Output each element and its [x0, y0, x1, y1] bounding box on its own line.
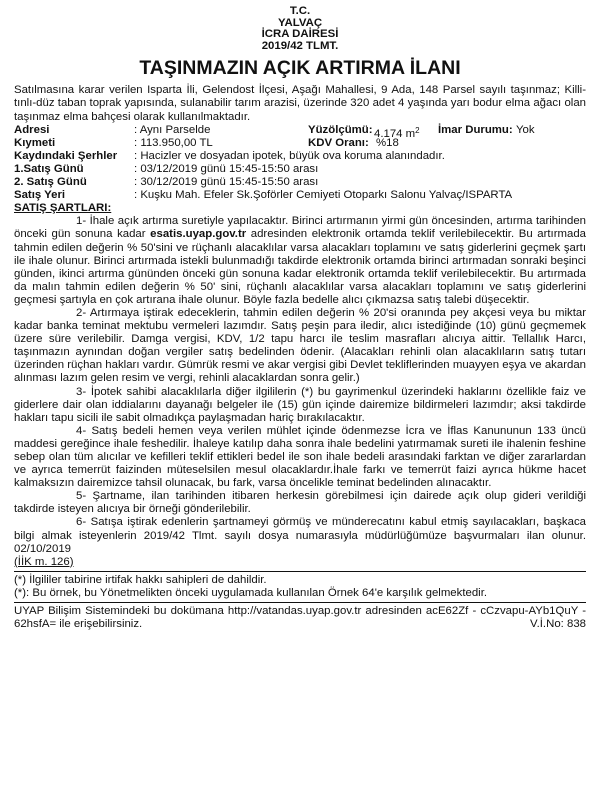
divider — [14, 602, 586, 603]
annotations-label: Kaydındaki Şerhler — [14, 149, 118, 162]
condition-1-text-end: adresinden elektronik ortamda teklif verilebilecektir. Bu artırmada tahmin edilen değerin % 50'sini ve rüçhanlı alacaklılar varsa alacakları toplamını ve satış giderlerini geçmek şartı ile ihale olunur. Birinci artırmada istekli bulunmadığı takdirde elektronik ortamda birinci artırmadan sonraki beşinci günden, ikinci artırma gününden önceki gün sonuna kadar elektronik ortamda teklif verilebilecektir. Bu artırmada da malın tahmin edilen değerin % 50' sini, rüçhanlı alacaklılar varsa alacakları toplamını ve satış giderlerini geçmesi şartıyla en çok artırana ihale olunur. Böyle fazla bedelle alıcı çıkmazsa satış talebi düşecektir. — [14, 228, 586, 306]
info-row-address — [14, 123, 586, 140]
header-file-no: 2019/42 TLMT. — [261, 39, 339, 52]
law-reference: (İİK m. 126) — [14, 555, 74, 568]
info-row-value — [14, 137, 586, 150]
condition-1-text-start: 1- İhale açık artırma suretiyle yapılacaktır. Birinci artırmanın yirmi gün öncesinden, artırma tarihinden önceki gün sonuna kadar — [14, 215, 586, 241]
area-unit-sup: 2 — [415, 125, 420, 135]
header-office: İCRA DAİRESİ — [261, 28, 339, 41]
zoning-label: İmar Durumu: — [438, 123, 513, 136]
page-title: TAŞINMAZIN AÇIK ARTIRMA İLANI — [139, 57, 461, 80]
sale-2-label: 2. Satış Günü — [14, 176, 87, 189]
condition-4: 4- Satış bedeli hemen veya verilen mühlet içinde ödenmezse İcra ve İflas Kanununun 133 üncü maddesi gereğince ihale feshedilir. İhaleye katılıp daha sonra ihale bedelini yatırmamak sureti ile ihalenin feshine sebep olan tüm alıcılar ve kefilleri teklif ettikleri bedel ile son ihale bedeli arasındaki farktan ve diğer zararlardan ve ayrıca temerrüt faizinden müteselsilen mesul olacaklardır.İhale farkı ve temerrüt faizi ayrıca hükme hacet kalmaksızın dairemizce tahsil olunacak, bu fark, varsa öncelikle teminat bedelinden alınacaktır. — [14, 424, 586, 490]
esatis-link[interactable]: esatis.uyap.gov.tr — [150, 228, 247, 241]
condition-3: 3- İpotek sahibi alacaklılarla diğer ilgililerin (*) bu gayrimenkul üzerindeki haklarını özellikle faiz ve giderlere dair olan iddialarını dayanağı belgeler ile (15) gün içinde dairemize bildirmeleri lazımdır; aksi takdirde hakları tapu sicili ile sabit olmadıkça paylaşmadan hariç bırakılacaktır. — [14, 385, 586, 424]
area-label: Yüzölçümü: — [308, 123, 373, 136]
annotations-value: : Hacizler ve dosyadan ipotek, büyük ova koruma alanındadır. — [134, 149, 445, 162]
info-row-sale-2 — [14, 176, 586, 189]
conditions-title: SATIŞ ŞARTLARI: — [14, 202, 112, 215]
address-label: Adresi — [14, 123, 50, 136]
value-label: Kıymeti — [14, 136, 56, 149]
sale-2-value: : 30/12/2019 günü 15:45-15:50 arası — [134, 176, 319, 189]
header-tc: T.C. — [289, 5, 311, 17]
announcement-number: V.İ.No: 838 — [530, 618, 586, 631]
location-label: Satış Yeri — [14, 189, 66, 202]
condition-6: 6- Satışa iştirak edenlerin şartnameyi görmüş ve münderecatını kabul etmiş sayılacakları, başkaca bilgi almak isteyenlerin 2019/42 Tlmt. sayılı dosya numarasıyla müdürlüğümüze başvurmaları ilan olunur. 02/10/2019 — [14, 516, 586, 555]
value-amount: : 113.950,00 TL — [134, 136, 213, 149]
sale-1-value: : 03/12/2019 günü 15:45-15:50 arası — [134, 162, 319, 175]
sale-1-label: 1.Satış Günü — [14, 162, 84, 175]
info-row-location — [14, 189, 586, 202]
condition-1 — [14, 215, 586, 307]
condition-5: 5- Şartname, ilan tarihinden itibaren herkesin görebilmesi için dairede açık olup gideri verildiği takdirde isteyen alıcıya bir örneği gönderilebilir. — [14, 490, 586, 516]
vat-value: %18 — [376, 136, 399, 149]
info-row-annotations — [14, 150, 586, 163]
header-town: YALVAÇ — [277, 16, 323, 29]
vat-label: KDV Oranı: — [308, 136, 369, 149]
address-value: : Aynı Parselde — [134, 123, 211, 136]
condition-2: 2- Artırmaya iştirak edeceklerin, tahmin edilen değerin % 20'si oranında pey akçesi veya bu miktar kadar banka teminat mektubu vermeleri lazımdır. Satış peşin para iledir, alıcı istediğinde (10) günü geçmemek üzere süre verilebilir. Damga vergisi, KDV, 1/2 tapu harcı ile teslim masrafları alıcıya aittir. Tellallık Harcı, taşınmazın aynından doğan vergiler satış bedelinden ödenir. (Alacakları rehinli olan alacaklıların satış tutarı üzerinden rüçhan hakları vardır. Gümrük resmi ve akar vergisi gibi Devlet tekliflerinden muayyen eşya ve akardan alınması lazım gelen resim ve vergi, rehinli alacaklardan sonra gelir.) — [14, 306, 586, 385]
divider — [14, 571, 586, 572]
footnote-1: (*) İlgililer tabirine irtifak hakkı sahipleri de dahildir. — [14, 573, 267, 586]
footnote-2: (*): Bu örnek, bu Yönetmelikten önceki uygulamada kullanılan Örnek 64'e karşılık gelmektedir. — [14, 586, 488, 599]
location-value: : Kuşku Mah. Efeler Sk.Şoförler Cemiyeti Otoparkı Salonu Yalvaç/ISPARTA — [134, 189, 513, 202]
area-number: 4.174 m — [374, 127, 416, 140]
uyap-footer-text: UYAP Bilişim Sistemindeki bu dokümana http://vatandas.uyap.gov.tr adresinden acE62Zf - cCzvapu-AYb1QuY - 62hsfA= ile erişebilirsiniz. — [14, 605, 586, 631]
zoning-value: Yok — [516, 123, 535, 136]
uyap-footer — [14, 605, 586, 631]
info-row-sale-1 — [14, 163, 586, 176]
intro-paragraph: Satılmasına karar verilen Isparta İli, Gelendost İlçesi, Aşağı Mahallesi, 9 Ada, 148 Parsel sayılı taşınmaz; Killi-tınlı-düz taban toprak yapısında, sulanabilir tarım arazisi, üzerinde 320 adet 4 yaşında yarı bodur elma ağacı olan taşınmaz elma bahçesi olarak kullanılmaktadır. — [14, 84, 586, 123]
